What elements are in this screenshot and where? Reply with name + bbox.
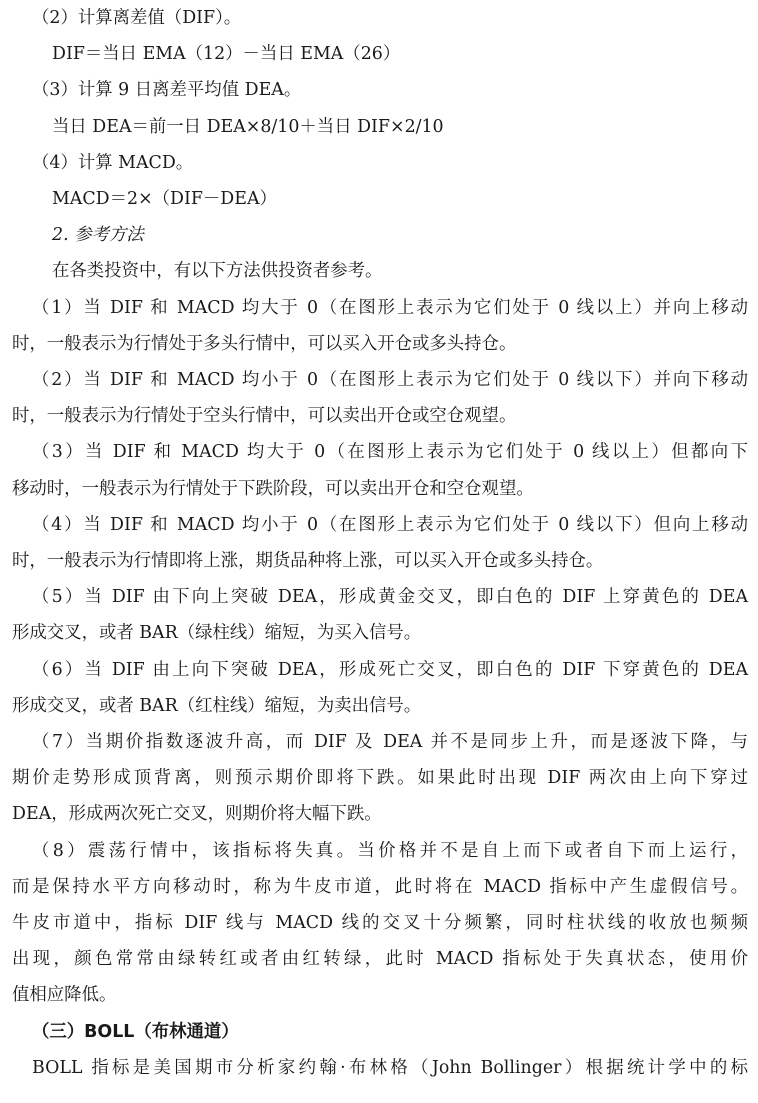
paragraph-line: 时，一般表示为行情处于空头行情中，可以卖出开仓或空仓观望。	[12, 406, 517, 427]
formula-line: 当日 DEA＝前一日 DEA×8/10＋当日 DIF×2/10	[52, 116, 444, 137]
text-line: （2）计算离差值（DIF）。	[32, 8, 242, 28]
paragraph-line: 出现，颜色常常由绿转红或者由红转绿，此时 MACD 指标处于失真状态，使用价	[12, 949, 748, 970]
paragraph-line: 形成交叉，或者 BAR（绿柱线）缩短，为买入信号。	[12, 623, 422, 644]
paragraph-line: 时，一般表示为行情处于多头行情中，可以买入开仓或多头持仓。	[12, 333, 517, 354]
text-line: （3）计算 9 日离差平均值 DEA。	[32, 80, 302, 101]
paragraph-line: 移动时，一般表示为行情处于下跌阶段，可以卖出开仓和空仓观望。	[12, 478, 534, 499]
paragraph-line: （2）当 DIF 和 MACD 均小于 0（在图形上表示为它们处于 0 线以下）并向下移动	[32, 370, 748, 390]
paragraph-line: 而是保持水平方向移动时，称为牛皮市道，此时将在 MACD 指标中产生虚假信号。	[12, 876, 748, 897]
paragraph-line: BOLL 指标是美国期市分析家约翰·布林格（John Bollinger）根据统计学中的标	[32, 1057, 748, 1078]
paragraph-line: 形成交叉，或者 BAR（红柱线）缩短，为卖出信号。	[12, 695, 422, 716]
formula-line: DIF＝当日 EMA（12）－当日 EMA（26）	[52, 44, 401, 65]
text-line: （4）计算 MACD。	[32, 152, 194, 173]
paragraph-line: 值相应降低。	[12, 985, 117, 1006]
section-subheading: 2. 参考方法	[52, 225, 144, 246]
paragraph-line: DEA，形成两次死亡交叉，则期价将大幅下跌。	[12, 804, 382, 825]
section-heading: （三）BOLL（布林通道）	[32, 1021, 239, 1042]
paragraph-line: 牛皮市道中，指标 DIF 线与 MACD 线的交叉十分频繁，同时柱状线的收放也频频	[12, 913, 748, 933]
paragraph-line: （1）当 DIF 和 MACD 均大于 0（在图形上表示为它们处于 0 线以上）并向上移动	[32, 297, 748, 318]
paragraph-line: （6）当 DIF 由上向下突破 DEA，形成死亡交叉，即白色的 DIF 下穿黄色的 DEA	[32, 659, 748, 680]
paragraph-line: 期价走势形成顶背离，则预示期价即将下跌。如果此时出现 DIF 两次由上向下穿过	[12, 768, 748, 789]
text-line: 在各类投资中，有以下方法供投资者参考。	[52, 261, 383, 282]
paragraph-line: （8）震荡行情中，该指标将失真。当价格并不是自上而下或者自下而上运行，	[32, 840, 748, 861]
paragraph-line: 时，一般表示为行情即将上涨，期货品种将上涨，可以买入开仓或多头持仓。	[12, 551, 604, 571]
paragraph-line: （5）当 DIF 由下向上突破 DEA，形成黄金交叉，即白色的 DIF 上穿黄色的 DEA	[32, 587, 748, 608]
paragraph-line: （4）当 DIF 和 MACD 均小于 0（在图形上表示为它们处于 0 线以下）但向上移动	[32, 514, 748, 535]
formula-line: MACD＝2×（DIF－DEA）	[52, 189, 277, 209]
paragraph-line: （7）当期价指数逐波升高，而 DIF 及 DEA 并不是同步上升，而是逐波下降，与	[32, 732, 748, 752]
paragraph-line: （3）当 DIF 和 MACD 均大于 0（在图形上表示为它们处于 0 线以上）但都向下	[32, 442, 748, 463]
